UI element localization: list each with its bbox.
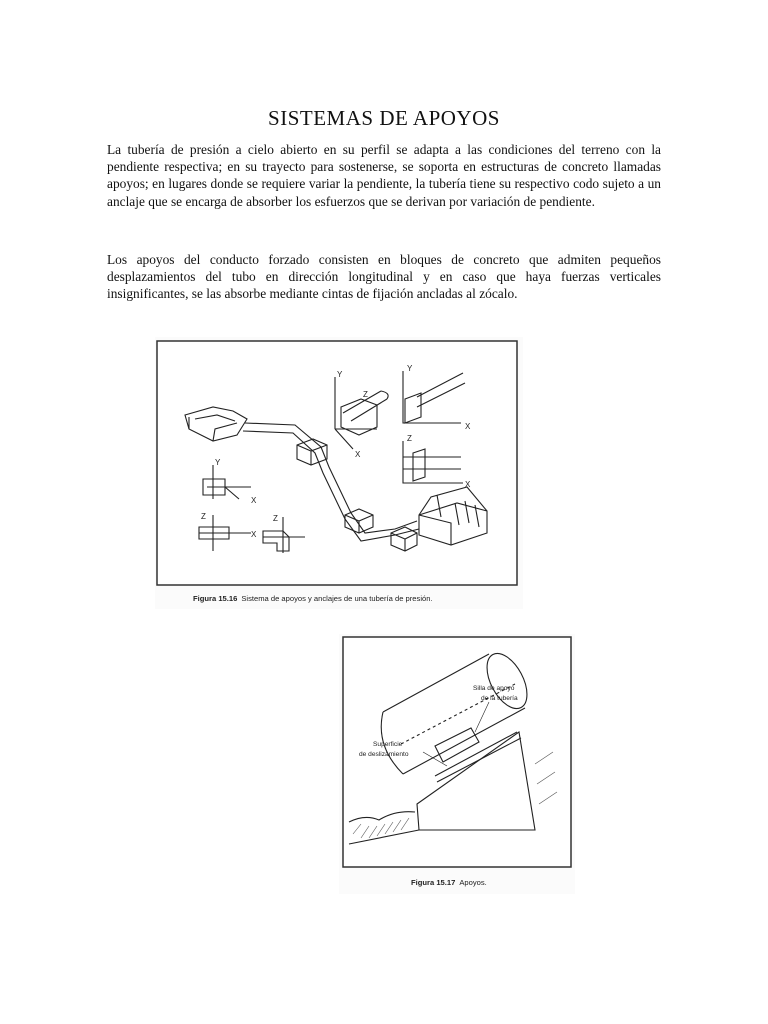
figure-15-17: [339, 634, 575, 894]
page-title: SISTEMAS DE APOYOS: [268, 106, 500, 131]
axis-y-label-2: Y: [407, 364, 413, 373]
figure-15-16-caption-text: Sistema de apoyos y anclajes de una tubería de presión.: [241, 594, 433, 603]
paragraph-2: Los apoyos del conducto forzado consisten en bloques de concreto que admiten pequeños desplazamientos del tubo en dirección longitudinal y en caso que haya fuerzas verticales insignificantes, se las absorbe mediante cintas de fijación ancladas al zócalo.: [107, 252, 661, 302]
figure-15-16: [155, 337, 523, 609]
axis-x-label-5: X: [251, 530, 257, 539]
pipe-support-detail-diagram: [339, 634, 575, 894]
axis-x-label-3: X: [465, 480, 471, 489]
paragraph-1: La tubería de presión a cielo abierto en su perfil se adapta a las condiciones del terreno con la pendiente respectiva; en su trayecto para sostenerse, se soporta en estructuras de concreto llamadas apoyos; en lugares donde se requiere variar la pendiente, la tubería tiene su respectivo codo sujeto a un anclaje que se encarga de absorber los esfuerzos que se derivan por variación de pendiente.: [107, 142, 661, 209]
axis-x-label-2: X: [465, 422, 471, 431]
figure-15-17-caption-text: Apoyos.: [459, 878, 487, 887]
figure-15-17-caption-label: Figura 15.17: [411, 878, 456, 887]
label-silla-line2: de la tubería: [481, 695, 518, 702]
axis-y-label-1: Y: [337, 370, 343, 379]
pipeline-support-diagram: [155, 337, 523, 609]
label-superficie-line2: de deslizamiento: [359, 751, 409, 758]
figure-15-16-caption-label: Figura 15.16: [193, 594, 238, 603]
label-superficie-line1: Superficie: [373, 741, 403, 748]
axis-x-label-1: X: [355, 450, 361, 459]
axis-x-label-4: X: [251, 496, 257, 505]
figure-15-17-caption: [411, 878, 487, 887]
axis-z-label-4: Z: [273, 514, 278, 523]
label-silla-line1: Silla de apoyo: [473, 685, 515, 692]
axis-z-label-1: Z: [363, 390, 368, 399]
axis-z-label-2: Z: [407, 434, 412, 443]
axis-y-label-3: Y: [215, 458, 221, 467]
figure-15-16-caption: [193, 594, 433, 603]
axis-z-label-3: Z: [201, 512, 206, 521]
